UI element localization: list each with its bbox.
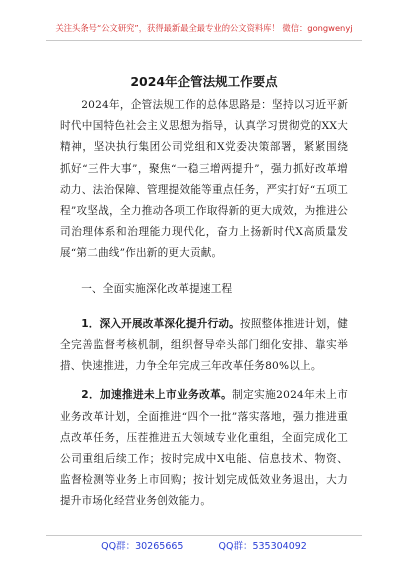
footer-divider xyxy=(46,535,362,536)
paragraph-gap xyxy=(60,265,348,273)
footer xyxy=(0,538,408,552)
paragraph-gap xyxy=(60,377,348,385)
item-2-body: 制定实施2024年未上市业务改革计划，全面推进“四个一批”落实落地，强力推进重点改革任务，压茬推进五大领域专业化重组，全面完成化工公司重组后续工作；按时完成中X电能、信息技术、物资、监督检测等业务上市回购；按计划完成低效业务退出，大力提升市场化经营业务创效能力。 xyxy=(60,389,348,508)
footer-qq-group-1: QQ群：30265665 xyxy=(101,541,184,552)
paragraph-gap xyxy=(60,306,348,314)
intro-paragraph: 2024年，企管法规工作的总体思路是：坚持以习近平新时代中国特色社会主义思想为指导，认真学习贯彻党的XX大精神，坚决执行集团公司党组和X党委决策部署，紧紧围绕抓好“三件大事”，聚焦“一稳三增两提升”，强力抓好改革增动力、法治保障、管理提效能等重点任务，严实打好“五项工程”攻坚战，全力推动各项工作取得新的更大成效，为推进公司治理体系和治理能力现代化，奋力上扬新时代X高质量发展“第二曲线”作出新的更大贡献。 xyxy=(60,99,348,260)
section-heading: 一、全面实施深化改革提速工程 xyxy=(81,282,233,295)
item-2-paragraph xyxy=(60,385,348,512)
header-banner: 关注头条号“公文研究”，获得最新最全最专业的公文资料库！ 微信：gongwenyj xyxy=(55,23,353,33)
header-divider xyxy=(46,40,362,41)
footer-qq-group-2: QQ群：535304092 xyxy=(218,541,307,552)
document-title: 2024年企管法规工作要点 xyxy=(130,74,278,89)
document-body xyxy=(60,95,348,513)
item-1-lead: 1．深入开展改革深化提升行动。 xyxy=(81,317,240,330)
item-1-paragraph xyxy=(60,314,348,378)
item-2-lead: 2．加速推进未上市业务改革。 xyxy=(81,389,233,402)
item-1-body: 按照整体推进计划，健全完善监督考核机制，组织督导牵头部门细化安排、靠实举措、快速推进，力争全年完成三年改革任务80%以上。 xyxy=(60,317,349,373)
